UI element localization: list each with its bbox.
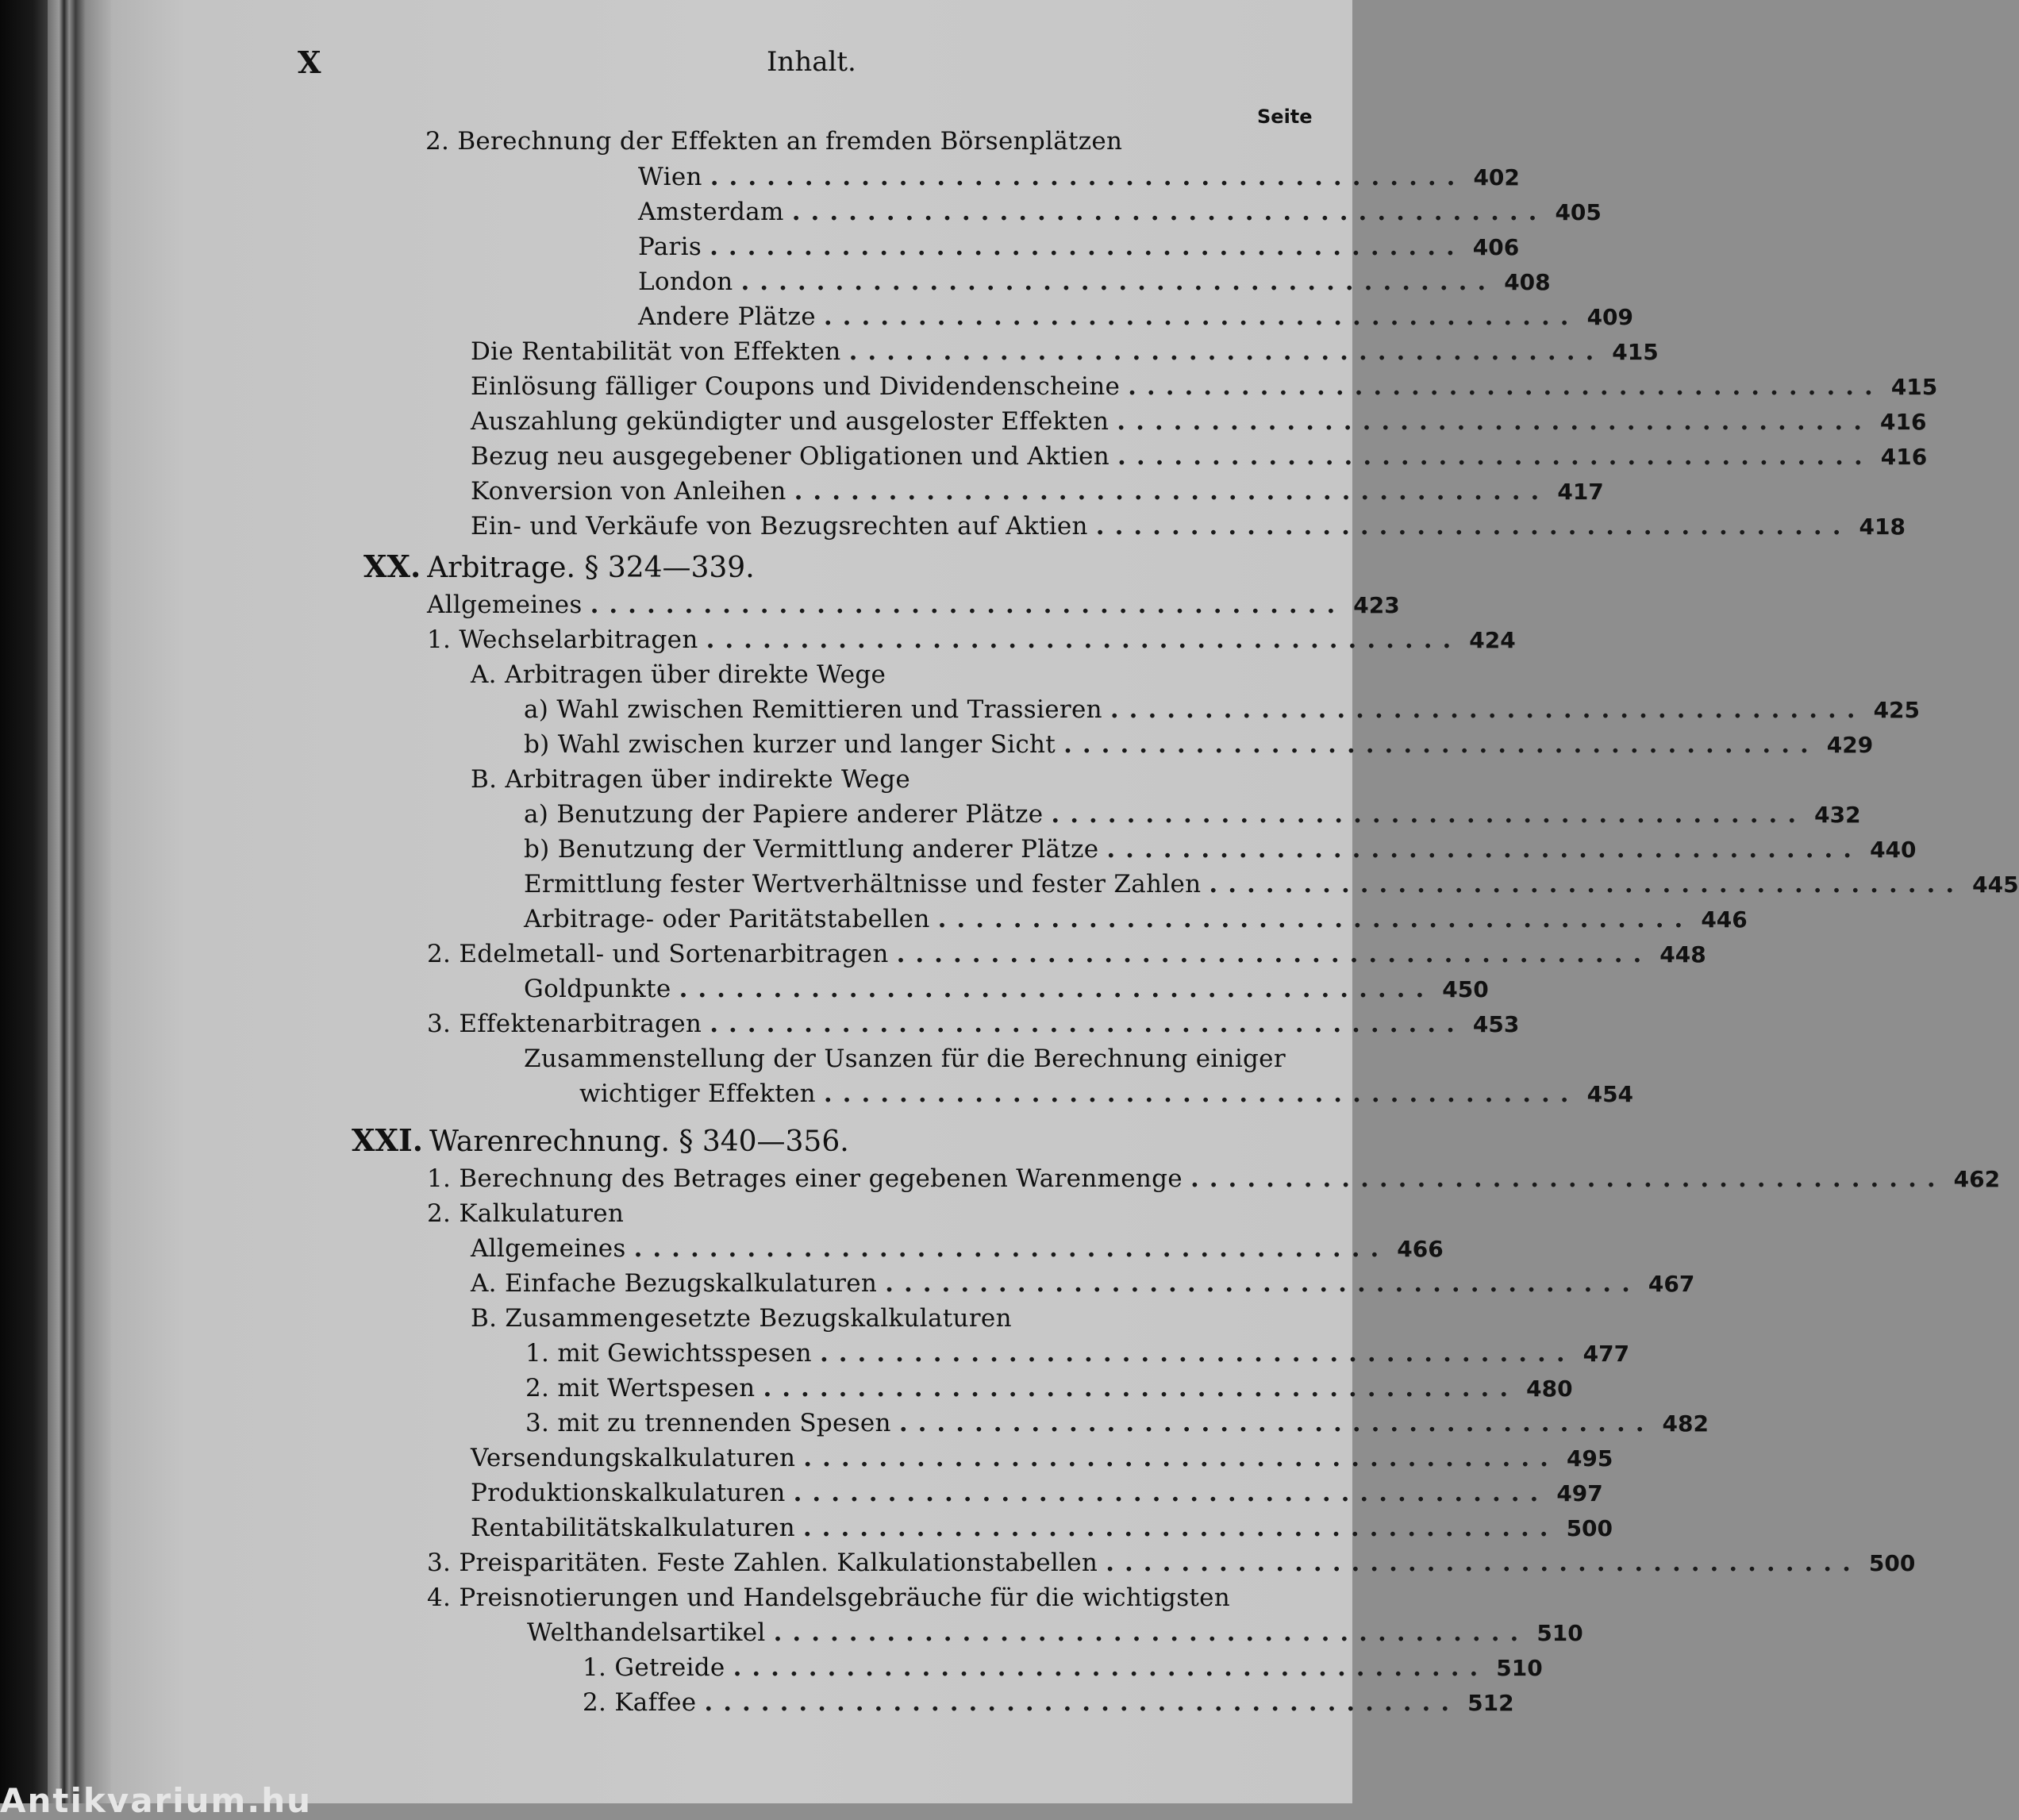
chapter-title: Arbitrage. § 324—339. [427, 552, 755, 584]
toc-entry-title: Goldpunkte [524, 975, 671, 1003]
leader-dots: ........................................ [802, 1514, 1559, 1542]
leader-dots: ........................................ [885, 1269, 1640, 1298]
toc-entry-page: 467 [1648, 1271, 1695, 1297]
toc-entry [638, 194, 1602, 229]
leader-dots: ........................................ [1106, 1549, 1861, 1577]
toc-entry [525, 1406, 1709, 1441]
toc-entry-page: 466 [1397, 1236, 1444, 1262]
toc-entry-page: 440 [1870, 837, 1917, 863]
toc-entry-page: 497 [1556, 1480, 1603, 1506]
leader-dots: ........................................ [1095, 512, 1852, 541]
toc-entry [471, 1266, 1695, 1301]
toc-entry-title: Bezug neu ausgegebener Obligationen und Aktien [471, 442, 1110, 471]
toc-entry [524, 832, 1917, 867]
page-column-label: Seite [1257, 106, 1313, 128]
toc-entry-page: 415 [1890, 374, 1938, 400]
toc-entry-page: 429 [1826, 732, 1874, 758]
leader-dots: ........................................ [740, 267, 1497, 296]
toc-entry-page: 454 [1586, 1081, 1634, 1107]
chapter-heading [352, 1122, 849, 1161]
toc-entry-title: Ermittlung fester Wertverhältnisse und fester Zahlen [524, 870, 1202, 898]
toc-entry-page: 462 [1953, 1166, 2001, 1192]
toc-entry-page: 425 [1873, 697, 1921, 723]
chapter-number: XX. [363, 548, 421, 584]
toc-entry [471, 1476, 1603, 1510]
leader-dots: ........................................ [710, 1010, 1465, 1038]
leader-dots: ........................................ [793, 1479, 1549, 1507]
toc-entry [471, 509, 1906, 544]
book-spine-shadow [0, 0, 48, 1803]
book-gutter [48, 0, 111, 1803]
toc-entry-title: Allgemeines [427, 591, 583, 619]
toc-entry-page: 406 [1472, 234, 1520, 260]
toc-entry [638, 229, 1520, 264]
toc-entry-title: Amsterdam [638, 198, 784, 226]
toc-entry-page: 500 [1566, 1515, 1613, 1541]
toc-entry-page: 482 [1662, 1410, 1709, 1437]
leader-dots: ........................................ [710, 163, 1466, 191]
toc-entry-title: wichtiger Effekten [579, 1079, 816, 1108]
toc-entry-title: b) Benutzung der Vermittlung anderer Plätze [524, 835, 1099, 864]
toc-entry-page: 510 [1496, 1655, 1543, 1681]
toc-entry-title: 3. mit zu trennenden Spesen [525, 1409, 891, 1437]
leader-dots: ........................................ [794, 477, 1550, 506]
leader-dots: ........................................ [937, 905, 1694, 933]
toc-entry-page: 445 [1972, 872, 2019, 898]
leader-dots: ........................................ [896, 940, 1652, 968]
toc-entry [427, 622, 1516, 657]
toc-entry-page: 450 [1442, 976, 1489, 1002]
leader-dots: ........................................ [679, 975, 1435, 1003]
page-number-roman: X [298, 44, 321, 80]
toc-entry-title-continued: Zusammenstellung der Usanzen für die Berechnung einiger [524, 1045, 1286, 1073]
toc-entry [638, 160, 1520, 194]
leader-dots: ........................................ [733, 1653, 1489, 1682]
toc-entry-title: 1. Getreide [583, 1653, 725, 1682]
toc-entry-title: Wien [638, 163, 702, 191]
leader-dots: ........................................ [706, 625, 1462, 654]
toc-entry [471, 404, 1927, 439]
toc-entry-page: 402 [1473, 164, 1520, 190]
leader-dots: ........................................ [710, 233, 1465, 261]
chapter-title: Warenrechnung. § 340—356. [429, 1125, 849, 1158]
leader-dots: ........................................ [1051, 800, 1807, 829]
toc-entry [583, 1685, 1514, 1720]
toc-entry-page: 432 [1814, 802, 1861, 828]
toc-entry-title: 3. Preisparitäten. Feste Zahlen. Kalkulationstabellen [427, 1549, 1098, 1577]
toc-entry [471, 1231, 1444, 1266]
toc-entry [427, 1006, 1520, 1041]
toc-entry [427, 1545, 1916, 1580]
toc-entry [471, 1510, 1613, 1545]
leader-dots: ........................................ [848, 337, 1605, 366]
toc-entry [638, 299, 1634, 334]
leader-dots: ........................................ [633, 1234, 1390, 1263]
toc-entry-title: Welthandelsartikel [527, 1618, 766, 1647]
leader-dots: ........................................ [704, 1688, 1460, 1717]
toc-entry [471, 1441, 1613, 1476]
toc-entry-title: Konversion von Anleihen [471, 477, 786, 506]
toc-subheading: 4. Preisnotierungen und Handelsgebräuche für die wichtigsten [427, 1583, 1231, 1612]
leader-dots: ........................................ [1063, 730, 1819, 759]
leader-dots: ........................................ [590, 591, 1346, 619]
toc-entry [524, 727, 1874, 762]
leader-dots: ........................................ [1117, 442, 1873, 471]
toc-entry-page: 416 [1880, 444, 1928, 470]
toc-entry [638, 264, 1551, 299]
toc-entry-page: 448 [1659, 941, 1706, 968]
toc-entry-title: Ein- und Verkäufe von Bezugsrechten auf Aktien [471, 512, 1088, 541]
chapter-number: XXI. [352, 1122, 423, 1158]
toc-entry [471, 474, 1604, 509]
toc-entry-title: Andere Plätze [638, 302, 816, 331]
toc-entry-title: 2. Kaffee [583, 1688, 697, 1717]
toc-entry-title: Paris [638, 233, 702, 261]
toc-entry-title: 1. mit Gewichtsspesen [525, 1339, 812, 1368]
toc-entry-page: 480 [1526, 1376, 1573, 1402]
toc-entry-page: 477 [1583, 1341, 1630, 1367]
toc-entry [471, 439, 1928, 474]
toc-entry-page: 495 [1566, 1445, 1613, 1472]
leader-dots: ........................................ [1190, 1164, 1946, 1193]
leader-dots: ........................................ [823, 302, 1579, 331]
toc-entry-title: Einlösung fälliger Coupons und Dividendenscheine [471, 372, 1121, 401]
toc-entry [524, 972, 1489, 1006]
toc-entry-page: 510 [1536, 1620, 1583, 1646]
leader-dots: ........................................ [1209, 870, 1965, 898]
chapter-heading [363, 548, 755, 587]
toc-entry [427, 587, 1400, 622]
leader-dots: ........................................ [819, 1339, 1575, 1368]
toc-entry-title: Versendungskalkulaturen [471, 1444, 796, 1472]
leader-dots: ........................................ [763, 1374, 1519, 1403]
leader-dots: ........................................ [791, 198, 1548, 226]
toc-entry-page: 424 [1469, 627, 1516, 653]
leader-dots: ........................................ [1106, 835, 1863, 864]
toc-subheading: A. Arbitragen über direkte Wege [471, 660, 886, 689]
toc-entry [524, 797, 1861, 832]
leader-dots: ........................................ [803, 1444, 1559, 1472]
toc-entry-title: Die Rentabilität von Effekten [471, 337, 841, 366]
toc-entry-page: 405 [1555, 199, 1602, 225]
toc-subheading: B. Zusammengesetzte Bezugskalkulaturen [471, 1304, 1012, 1333]
toc-entry [524, 867, 2019, 902]
toc-entry [579, 1076, 1634, 1111]
toc-entry-page: 415 [1612, 339, 1659, 365]
toc-entry [525, 1336, 1630, 1371]
leader-dots: ........................................ [773, 1618, 1529, 1647]
leader-dots: ........................................ [823, 1079, 1579, 1108]
toc-entry-page: 418 [1859, 514, 1906, 540]
toc-entry-title: Produktionskalkulaturen [471, 1479, 786, 1507]
toc-entry-title: Arbitrage- oder Paritätstabellen [524, 905, 930, 933]
toc-entry [525, 1371, 1573, 1406]
toc-entry-page: 512 [1467, 1690, 1514, 1716]
toc-entry-title: Allgemeines [471, 1234, 626, 1263]
toc-entry-page: 417 [1557, 479, 1604, 505]
toc-entry-title: b) Wahl zwischen kurzer und langer Sicht [524, 730, 1056, 759]
toc-entry [427, 937, 1706, 972]
toc-entry [524, 902, 1748, 937]
toc-entry-title: Rentabilitätskalkulaturen [471, 1514, 795, 1542]
toc-entry-title: 1. Wechselarbitragen [427, 625, 698, 654]
toc-entry-title: A. Einfache Bezugskalkulaturen [471, 1269, 878, 1298]
toc-entry [471, 334, 1659, 369]
toc-entry [527, 1615, 1583, 1650]
toc-subheading: 2. Kalkulaturen [427, 1199, 625, 1228]
watermark: Antikvarium.hu [0, 1781, 313, 1820]
toc-heading: 2. Berechnung der Effekten an fremden Börsenplätzen [425, 127, 1123, 156]
toc-entry [583, 1650, 1543, 1685]
page-title: Inhalt. [767, 46, 856, 78]
toc-subheading: B. Arbitragen über indirekte Wege [471, 765, 911, 794]
toc-entry-page: 409 [1586, 304, 1634, 330]
toc-entry-title: 2. mit Wertspesen [525, 1374, 756, 1403]
toc-entry [524, 692, 1921, 727]
leader-dots: ........................................ [1109, 695, 1866, 724]
toc-entry-title: London [638, 267, 733, 296]
toc-entry-page: 446 [1701, 906, 1748, 933]
toc-entry-title: a) Benutzung der Papiere anderer Plätze [524, 800, 1044, 829]
toc-entry-page: 416 [1880, 409, 1927, 435]
leader-dots: ........................................ [1117, 407, 1872, 436]
toc-entry-page: 423 [1353, 592, 1400, 618]
toc-entry [471, 369, 1938, 404]
toc-entry-page: 408 [1504, 269, 1551, 295]
toc-entry-title: 1. Berechnung des Betrages einer gegebenen Warenmenge [427, 1164, 1183, 1193]
toc-entry-page: 453 [1472, 1011, 1520, 1037]
leader-dots: ........................................ [898, 1409, 1655, 1437]
toc-entry-title: a) Wahl zwischen Remittieren und Trassieren [524, 695, 1102, 724]
toc-entry-title: Auszahlung gekündigter und ausgeloster Effekten [471, 407, 1109, 436]
leader-dots: ........................................ [1128, 372, 1883, 401]
toc-entry-page: 500 [1868, 1550, 1916, 1576]
toc-entry-title: 2. Edelmetall- und Sortenarbitragen [427, 940, 889, 968]
toc-entry-title: 3. Effektenarbitragen [427, 1010, 702, 1038]
toc-entry [427, 1161, 2001, 1196]
